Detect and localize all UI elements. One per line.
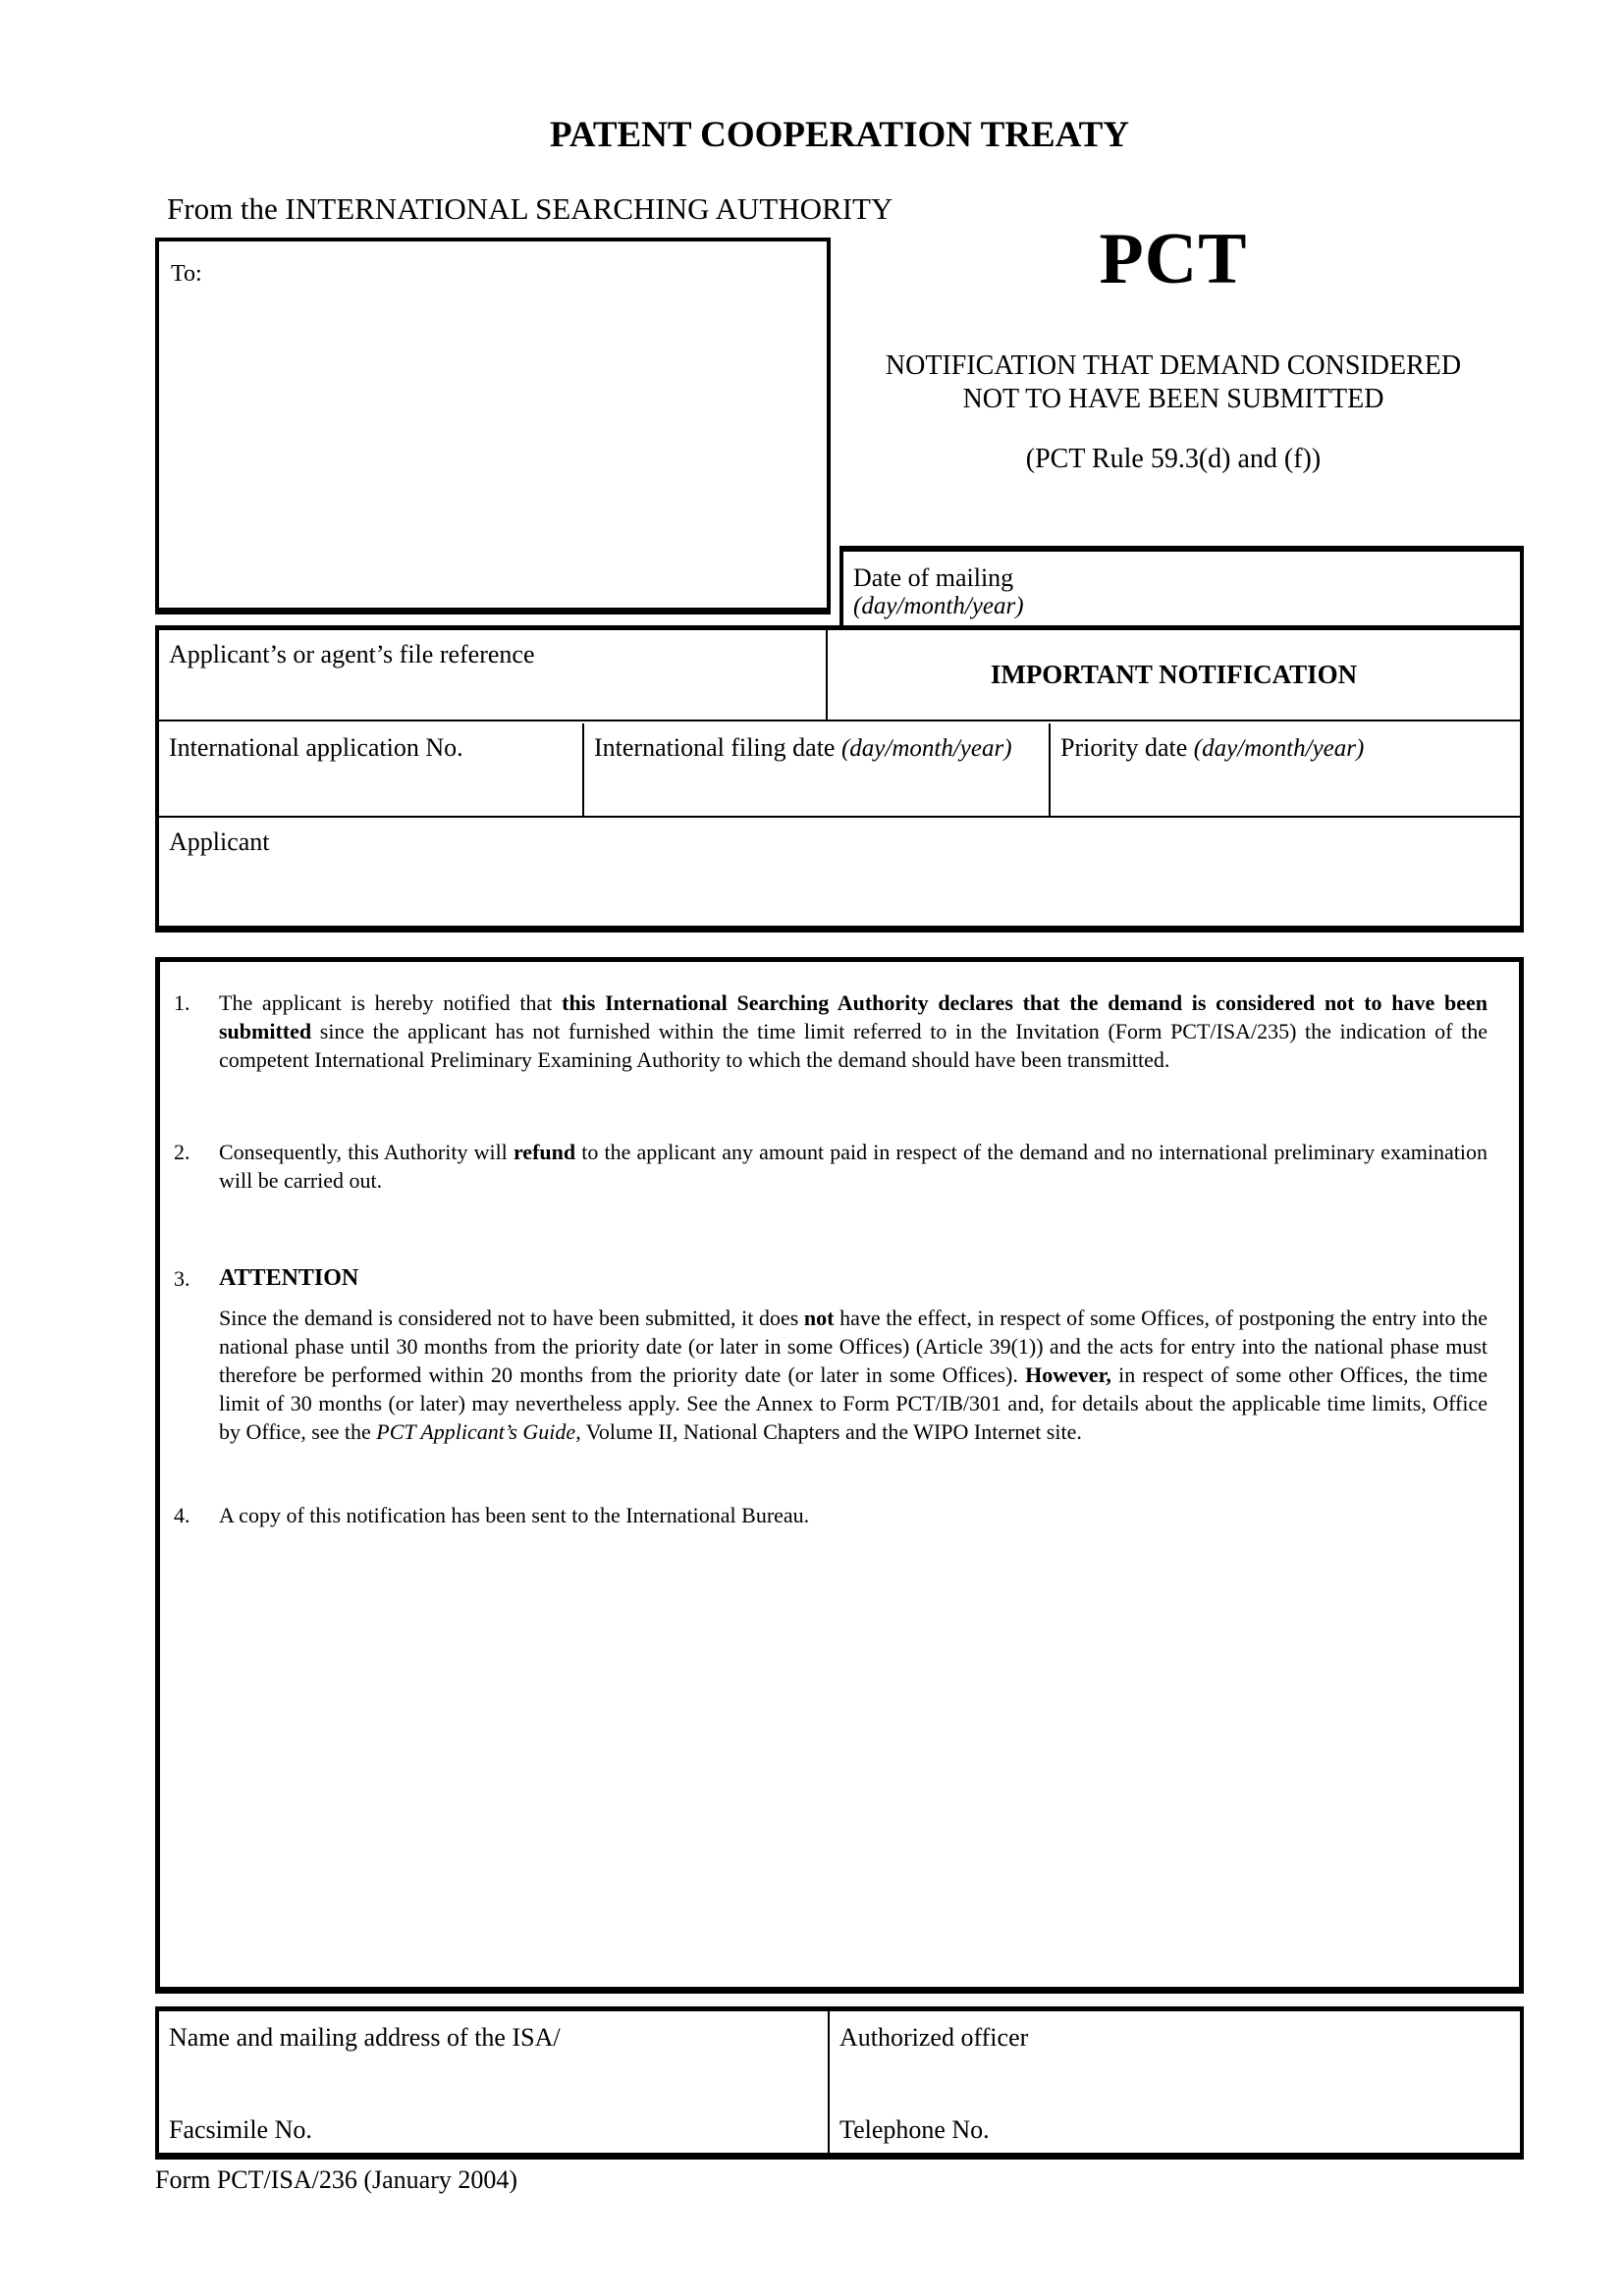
item-heading: ATTENTION	[219, 1265, 359, 1291]
intl-application-no-label: International application No.	[169, 733, 463, 762]
priority-date-cell	[1051, 723, 1520, 816]
date-of-mailing-label: Date of mailing	[853, 563, 1014, 592]
notification-title	[839, 349, 1507, 416]
filing-date-format-note: (day/month/year)	[840, 735, 1012, 762]
pct-logo: PCT	[1099, 219, 1248, 299]
file-reference-cell	[159, 630, 828, 720]
item-content	[219, 1138, 1488, 1195]
item-text: Consequently, this Authority will refund to the applicant any amount paid in respect of the demand and no international preliminary examination will be carried out.	[219, 1140, 1488, 1193]
item-text: Since the demand is considered not to have been submitted, it does not have the effect, in respect of some Offices, of postponing the entry into the national phase until 30 months from the priority date (or later in some Offices) (Article 39(1)) and the acts for entry into the national phase must therefore be performed within 20 months from the priority date (or later in some Offices). However, in respect of some other Offices, the time limit of 30 months (or later) may nevertheless apply. See the Annex to Form PCT/IB/301 and, for details about the applicable time limits, Office by Office, see the PCT Applicant’s Guide, Volume II, National Chapters and the WIPO Internet site.	[219, 1306, 1488, 1444]
intl-application-no-cell	[159, 723, 584, 816]
notification-item	[165, 1138, 1488, 1195]
notification-body-box	[155, 957, 1524, 1994]
rule-reference: (PCT Rule 59.3(d) and (f))	[1025, 444, 1322, 474]
priority-date-format-note: (day/month/year)	[1193, 735, 1365, 762]
isa-name-cell	[159, 2011, 830, 2153]
item-text: The applicant is hereby notified that this International Searching Authority declares that the demand is considered not to have been submitted since the applicant has not furnished within the time limit referred to in the Invitation (Form PCT/ISA/235) the indication of the competent International Preliminary Examining Authority to which the demand should have been transmitted.	[219, 990, 1488, 1072]
important-notification-cell	[828, 630, 1520, 720]
important-notification-label: IMPORTANT NOTIFICATION	[990, 660, 1358, 689]
notification-title-line2: NOT TO HAVE BEEN SUBMITTED	[962, 384, 1384, 414]
reference-info-table	[155, 625, 1524, 933]
notification-item	[165, 1264, 1488, 1446]
form-id-footer: Form PCT/ISA/236 (January 2004)	[155, 2165, 518, 2194]
intl-filing-date-label: International filing date	[594, 733, 841, 762]
date-format-note: (day/month/year)	[853, 593, 1024, 619]
item-number: 2.	[174, 1140, 190, 1164]
signature-box	[155, 2006, 1524, 2160]
applicant-label: Applicant	[169, 828, 270, 856]
date-of-mailing-box	[839, 546, 1524, 629]
item-content	[219, 1501, 1488, 1529]
item-number: 1.	[174, 990, 190, 1015]
facsimile-label: Facsimile No.	[169, 2115, 312, 2144]
item-number: 3.	[174, 1266, 190, 1291]
priority-date-label: Priority date	[1060, 733, 1194, 762]
notification-item	[165, 988, 1488, 1074]
telephone-label: Telephone No.	[839, 2115, 990, 2144]
to-label: To:	[171, 261, 202, 287]
file-reference-row	[159, 630, 1520, 721]
item-text: A copy of this notification has been sent to the International Bureau.	[219, 1503, 810, 1527]
authorized-officer-label: Authorized officer	[839, 2023, 1029, 2052]
authorized-officer-cell	[830, 2011, 1520, 2153]
item-content	[219, 1264, 1488, 1446]
application-dates-row	[159, 723, 1520, 818]
notification-title-line1: NOTIFICATION THAT DEMAND CONSIDERED	[885, 350, 1462, 381]
item-number: 4.	[174, 1503, 190, 1527]
intl-filing-date-cell	[584, 723, 1051, 816]
from-authority-line: From the INTERNATIONAL SEARCHING AUTHORITY	[167, 191, 893, 226]
notification-item	[165, 1501, 1488, 1529]
file-reference-label: Applicant’s or agent’s file reference	[169, 640, 535, 668]
isa-name-label: Name and mailing address of the ISA/	[169, 2023, 561, 2052]
page-title: PATENT COOPERATION TREATY	[549, 115, 1130, 155]
item-content	[219, 988, 1488, 1074]
applicant-row	[159, 820, 1520, 926]
to-address-box	[155, 238, 831, 614]
